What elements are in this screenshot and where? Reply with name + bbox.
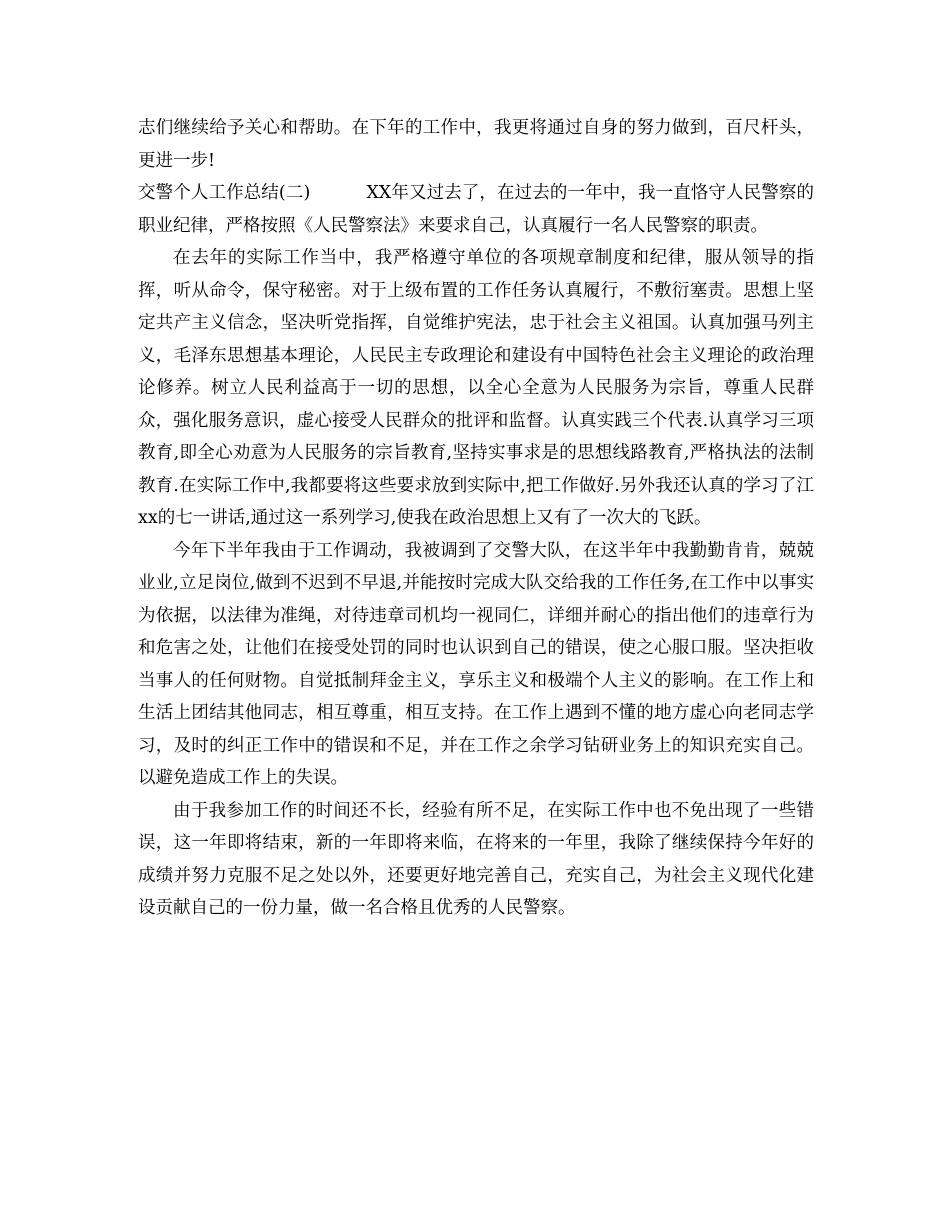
document-page [138,112,814,925]
paragraph-outlook: 由于我参加工作的时间还不长，经验有所不足，在实际工作中也不免出现了一些错误，这一年即将结束，新的一年即将来临，在将来的一年里，我除了继续保持今年好的成绩并努力克服不足之处以外，还要更好地完善自己，充实自己，为社会主义现代化建设贡献自己的一份力量，做一名合格且优秀的人民警察。 [138,800,814,918]
paragraph-work: 今年下半年我由于工作调动，我被调到了交警大队，在这半年中我勤勤肯肯，兢兢业业,立足岗位,做到不迟到不早退,并能按时完成大队交给我的工作任务,在工作中以事实为依据，以法律为准绳，对待违章司机均一视同仁，详细并耐心的指出他们的违章行为和危害之处，让他们在接受处罚的同时也认识到自己的错误，使之心服口服。坚决拒收当事人的任何财物。自觉抵制拜金主义，享乐主义和极端个人主义的影响。在工作上和生活上团结其他同志，相互尊重，相互支持。在工作上遇到不懂的地方虚心向老同志学习，及时的纠正工作中的错误和不足，并在工作之余学习钻研业务上的知识充实自己。以避免造成工作上的失误。 [138,540,814,788]
paragraph-continuation: 志们继续给予关心和帮助。在下年的工作中，我更将通过自身的努力做到，百尺杆头，更进一步! [138,118,814,171]
paragraph-study: 在去年的实际工作当中，我严格遵守单位的各项规章制度和纪律，服从领导的指挥，听从命令，保守秘密。对于上级布置的工作任务认真履行，不敷衍塞责。思想上坚定共产主义信念，坚决听党指挥，自觉维护宪法，忠于社会主义祖国。认真加强马列主义，毛泽东思想基本理论，人民民主专政理论和建设有中国特色社会主义理论的政治理论修养。树立人民利益高于一切的思想，以全心全意为人民服务为宗旨，尊重人民群众，强化服务意识，虚心接受人民群众的批评和监督。认真实践三个代表.认真学习三项教育,即全心劝意为人民服务的宗旨教育,坚持实事求是的思想线路教育,严格执法的法制教育.在实际工作中,我都要将这些要求放到实际中,把工作做好.另外我还认真的学习了江xx的七一讲话,通过这一系列学习,使我在政治思想上又有了一次大的飞跃。 [138,248,814,528]
intro-text: XX年又过去了，在过去的一年中，我一直恪守人民警察的职业纪律，严格按照《人民警察法》来要求自己，认真履行一名人民警察的职责。 [138,183,814,236]
section-heading: 交警个人工作总结(二) [138,183,311,203]
paragraph-heading-intro [138,177,814,242]
